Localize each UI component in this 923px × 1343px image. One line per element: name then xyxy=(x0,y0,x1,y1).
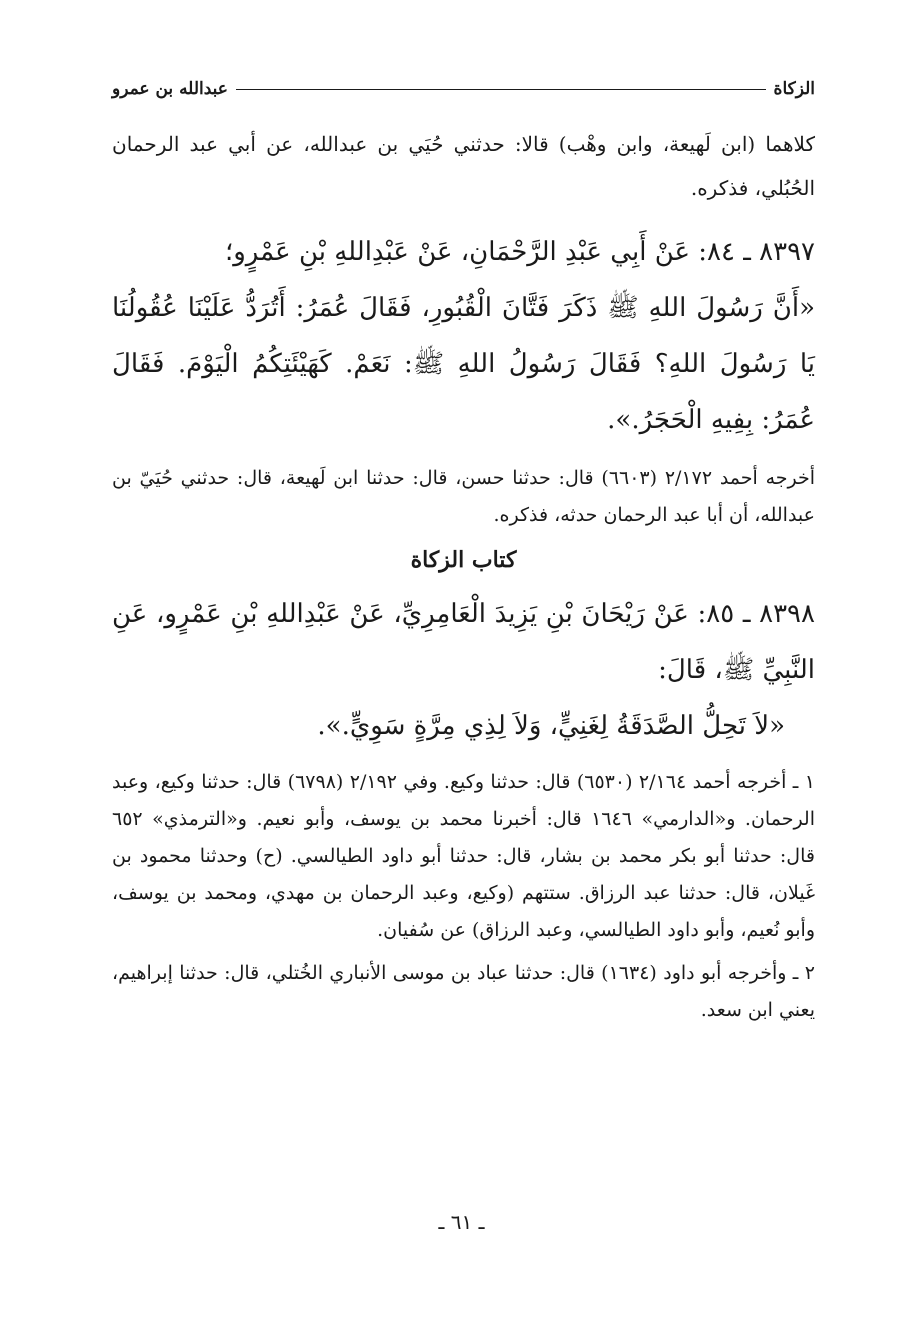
hadith-8397-header: ٨٣٩٧ ـ ٨٤: عَنْ أَبِي عَبْدِ الرَّحْمَانِ، عَنْ عَبْدِاللهِ بْنِ عَمْرٍو؛ xyxy=(224,237,815,267)
paragraph-source-continuation: كلاهما (ابن لَهيعة، وابن وهْب) قالا: حدثني حُيَي بن عبدالله، عن أبي عبد الرحمان الحُبُلي، فذكره. xyxy=(112,132,815,200)
hadith-8398-text: «لاَ تَحِلُّ الصَّدَقَةُ لِغَنِيٍّ، وَلاَ لِذِي مِرَّةٍ سَوِيٍّ.». xyxy=(317,711,785,741)
hadith-8398-header: ٨٣٩٨ ـ ٨٥: عَنْ رَيْحَانَ بْنِ يَزِيدَ الْعَامِرِيِّ، عَنْ عَبْدِاللهِ بْنِ عَمْرٍو، عَنِ النَّبِيِّ ﷺ، قَالَ: xyxy=(112,599,815,685)
page-number: ـ ٦١ ـ xyxy=(438,1210,485,1234)
header-narrator-title: عبدالله بن عمرو xyxy=(112,79,228,99)
hadith-8397-text: «أَنَّ رَسُولَ اللهِ ﷺ ذَكَرَ فَتَّانَ الْقُبُورِ، فَقَالَ عُمَرُ: أَتُرَدُّ عَلَيْنَا عُقُولُنَا يَا رَسُولَ اللهِ؟ فَقَالَ رَسُولُ اللهِ ﷺ: نَعَمْ. كَهَيْئَتِكُمُ الْيَوْمَ. فَقَالَ عُمَرُ: بِفِيهِ الْحَجَرُ.». xyxy=(112,293,815,435)
takhrij-8398-part1: ١ ـ أخرجه أحمد ٢/١٦٤ (٦٥٣٠) قال: حدثنا وكيع. وفي ٢/١٩٢ (٦٧٩٨) قال: حدثنا وكيع، وعبد الرحمان. و«الدارمي» ١٦٤٦ قال: أخبرنا محمد بن يوسف، وأبو نعيم. و«الترمذي» ٦٥٢ قال: حدثنا أبو بكر محمد بن بشار، قال: حدثنا أبو داود الطيالسي. (ح) وحدثنا محمود بن غَيلان، قال: حدثنا عبد الرزاق. ستتهم (وكيع، وعبد الرحمان بن مهدي، ومحمد بن يوسف، وأبو نُعيم، وأبو داود الطيالسي، وعبد الرزاق) عن سُفيان. xyxy=(112,771,816,941)
page-body xyxy=(112,122,815,1029)
section-heading: كتاب الزكاة xyxy=(410,547,517,573)
header-rule xyxy=(236,89,766,90)
takhrij-8398-part2: ٢ ـ وأخرجه أبو داود (١٦٣٤) قال: حدثنا عباد بن موسى الأنباري الخُتلي، قال: حدثنا إبراهيم، يعني ابن سعد. xyxy=(112,962,815,1021)
running-header xyxy=(112,74,815,104)
takhrij-8397: أخرجه أحمد ٢/١٧٢ (٦٦٠٣) قال: حدثنا حسن، قال: حدثنا ابن لَهيعة، قال: حدثني حُيَيّ بن عبدالله، أن أبا عبد الرحمان حدثه، فذكره. xyxy=(112,467,816,526)
header-chapter-title: الزكاة xyxy=(773,79,815,99)
